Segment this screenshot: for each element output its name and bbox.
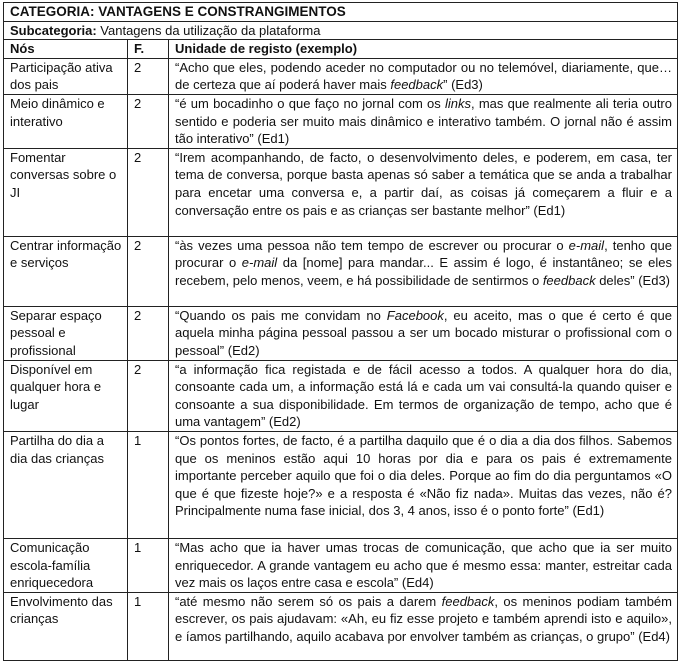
quote-cell [169, 148, 678, 236]
quote-cell [169, 306, 678, 360]
quote-text: “é um bocadinho o que faço no jornal com os [175, 95, 445, 111]
table-row [4, 538, 678, 592]
italic-term: feedback [441, 593, 495, 609]
quote-text: “a informação fica registada e de fácil acesso a todos. A qualquer hora do dia, consoante cada um, a informação está lá e cada um vai consultá-la quando quiser e consoante a sua disponibilidade. Em termos de organização de tempo, acho que é uma vantagem” (Ed2) [175, 361, 672, 430]
table-row [4, 94, 678, 148]
quote-text: , os meninos podiam também escrever, os pais ajudavam: «Ah, eu fiz esse projeto e também aprendi isto e aquilo», e íamos partilhando, aquilo acabava por envolver também as crianças, o grupo” (Ed4) [175, 593, 672, 644]
header-row [4, 40, 678, 59]
node-cell: Participação ativa dos pais [4, 58, 128, 94]
quote-text: “Irem acompanhando, de facto, o desenvolvimento deles, e poderem, em casa, ter tema de conversa, porque basta apenas só saber a temática que se anda a trabalhar para encetar uma conversa e, a partir daí, as coisas já começarem a fluir e a conversação entre os pais e as crianças ser bastante melhor” (Ed1) [175, 149, 672, 218]
table-row [4, 592, 678, 660]
quote-text: “até mesmo não serem só os pais a darem [175, 593, 442, 609]
frequency-cell: 2 [128, 148, 169, 236]
quote-text: “Os pontos fortes, de facto, é a partilha daquilo que é o dia a dia dos filhos. Sabemos que os meninos estão aqui 10 horas por dia e para os pais é extremamente importante perceber aquilo que foi o dia deles. Porque ao fim do dia perguntamos «O que é que fizeste hoje?» e a resposta é «Não fiz nada». Muitas das vezes, não é? Principalmente numa fase inicial, dos 3, 4 anos, isso é o ponto forte” (Ed1) [175, 432, 672, 519]
frequency-cell: 1 [128, 592, 169, 660]
quote-text: ” (Ed3) [443, 77, 483, 93]
quote-text: “às vezes uma pessoa não tem tempo de escrever ou procurar o [175, 237, 569, 253]
italic-term: feedback [390, 77, 444, 93]
frequency-cell: 2 [128, 236, 169, 306]
node-cell: Partilha do dia a dia das crianças [4, 431, 128, 538]
italic-term: e-mail [241, 255, 278, 271]
frequency-cell: 2 [128, 306, 169, 360]
table-row [4, 431, 678, 538]
quote-cell [169, 592, 678, 660]
quote-text: , mas que realmente ali teria outro sentido e poderia ser muito mais dinâmico e interativo também. O jornal não é assim tão interativo” (Ed1) [175, 95, 672, 147]
quote-text: deles” (Ed3) [595, 272, 670, 288]
category-title: CATEGORIA: VANTAGENS E CONSTRANGIMENTOS [4, 3, 678, 22]
table-row [4, 58, 678, 94]
italic-term: e-mail [568, 237, 605, 253]
quote-text: , eu aceito, mas o que é certo é que aquela minha página pessoal passou a ser um bocado misturar o profissional com o pessoal” (Ed2) [175, 307, 672, 358]
node-cell: Meio dinâmico e interativo [4, 94, 128, 148]
node-cell: Centrar informação e serviços [4, 236, 128, 306]
quote-cell [169, 94, 678, 148]
italic-term: feedback [542, 272, 596, 288]
node-cell: Fomentar conversas sobre o JI [4, 148, 128, 236]
coding-table [3, 2, 678, 661]
subcategory-value: Vantagens da utilização da plataforma [96, 22, 321, 38]
table-row [4, 148, 678, 236]
subcategory-row [4, 21, 678, 40]
header-nodes: Nós [4, 40, 128, 59]
quote-cell [169, 431, 678, 538]
header-unit: Unidade de registo (exemplo) [169, 40, 678, 59]
quote-cell [169, 236, 678, 306]
frequency-cell: 1 [128, 431, 169, 538]
node-cell: Envolvimento das crianças [4, 592, 128, 660]
quote-cell [169, 538, 678, 592]
table-row [4, 306, 678, 360]
italic-term: links [444, 95, 471, 111]
frequency-cell: 2 [128, 58, 169, 94]
frequency-cell: 2 [128, 94, 169, 148]
quote-text: “Quando os pais me convidam no [175, 307, 387, 323]
quote-text: “Mas acho que ia haver umas trocas de comunicação, que acho que ia ser muito enriquecedor. A grande vantagem eu acho que é mesmo essa: manter, estreitar cada vez mais os laços entre casa e escola” (Ed4) [175, 539, 672, 591]
quote-text: , tenho que procurar o [175, 237, 673, 271]
table-row [4, 360, 678, 431]
quote-cell [169, 360, 678, 431]
quote-text: “Acho que eles, podendo aceder no computador ou no telemóvel, diariamente, que… de certeza que aí poderá haver mais [175, 59, 672, 93]
node-cell: Comunicação escola-família enriquecedora [4, 538, 128, 592]
subcategory-label: Subcategoria: [10, 22, 97, 38]
header-frequency: F. [128, 40, 169, 59]
italic-term: Facebook [386, 307, 444, 323]
quote-cell [169, 58, 678, 94]
table-row [4, 236, 678, 306]
frequency-cell: 2 [128, 360, 169, 431]
quote-text: da [nome] para mandar... E assim é logo, é instantâneo; se eles recebem, pelo menos, veem, e há possibilidade de sentirmos o [175, 255, 672, 288]
frequency-cell: 1 [128, 538, 169, 592]
node-cell: Separar espaço pessoal e profissional [4, 306, 128, 360]
node-cell: Disponível em qualquer hora e lugar [4, 360, 128, 431]
